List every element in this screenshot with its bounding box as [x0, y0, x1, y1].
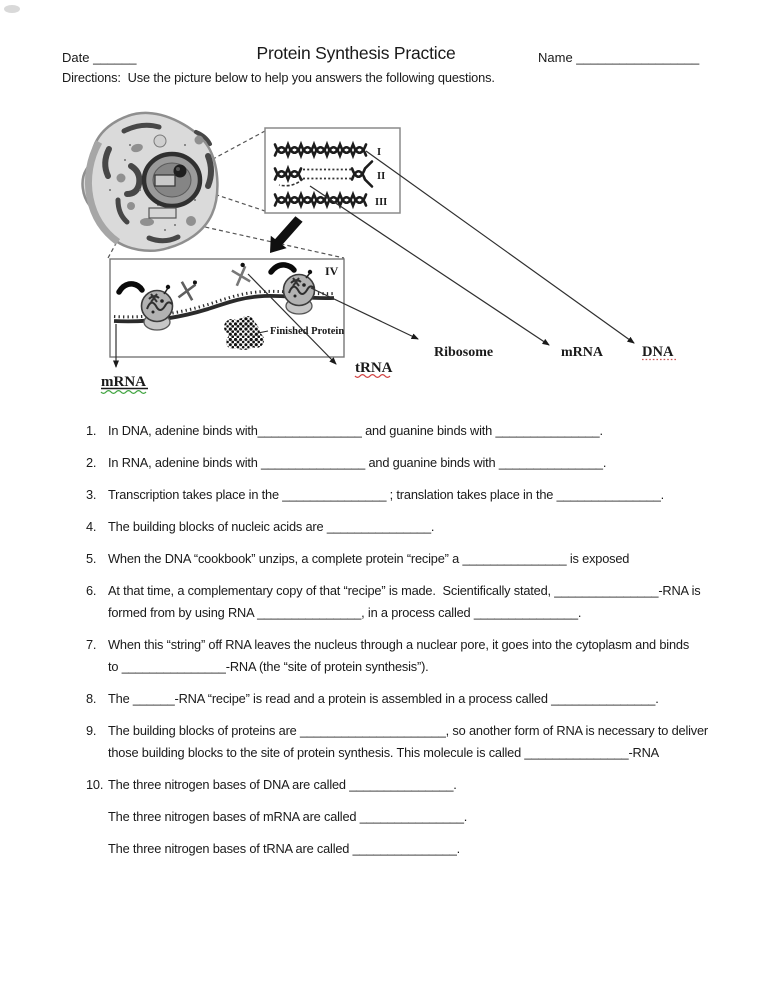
question-text-line: The building blocks of proteins are _____________________, so another form of RNA is necessary to deliver: [108, 723, 709, 738]
page-title: Protein Synthesis Practice: [256, 43, 456, 63]
cell-illustration: [83, 113, 218, 251]
question-row-1: [86, 420, 746, 442]
date-blank-line: ______: [93, 50, 137, 65]
dna-arrow: [366, 151, 634, 343]
ribosome-label: Ribosome: [434, 345, 494, 360]
name-label: Name: [538, 50, 577, 65]
question-row-10: [86, 774, 746, 796]
date-label: Date: [62, 50, 94, 65]
question-number: 10.: [86, 777, 104, 792]
mrna-bottom-label: mRNA: [101, 374, 146, 390]
question-text-line: At that time, a complementary copy of that “recipe” is made. Scientifically stated, _______________-RNA is: [108, 583, 701, 598]
protein-synthesis-diagram: [0, 0, 768, 405]
mrna-right-label: mRNA: [561, 345, 603, 360]
inset-label-two: II: [377, 171, 386, 182]
question-number: 4.: [86, 519, 97, 534]
translation-box: [110, 259, 344, 357]
question-row-2: [86, 452, 746, 474]
spellcheck-wavy-red: [355, 375, 390, 378]
question-number: 2.: [86, 455, 97, 470]
inset-label-four: IV: [325, 264, 339, 278]
directions-text: Directions: Use the picture below to help you answers the following questions.: [62, 70, 495, 85]
cytoplasm-zoom-region: [149, 208, 176, 218]
question-number: [86, 806, 108, 828]
question-text-line: Transcription takes place in the _______________ ; translation takes place in the _______________.: [108, 487, 665, 502]
question-row-5: [86, 548, 746, 570]
spellcheck-wavy-green: [101, 391, 146, 394]
question-row-10c: [86, 838, 746, 860]
inset-label-three: III: [375, 197, 388, 208]
dna-label: DNA: [642, 344, 674, 360]
question-list: [86, 420, 746, 870]
question-text-line: to _______________-RNA (the “site of protein synthesis”).: [108, 659, 429, 674]
name-blank-line: _________________: [576, 50, 700, 65]
question-number: 7.: [86, 637, 97, 652]
question-number: 5.: [86, 551, 97, 566]
inset-label-one: I: [377, 147, 382, 158]
question-row-9: [86, 720, 746, 764]
question-number: [86, 838, 108, 860]
question-row-3: [86, 484, 746, 506]
question-text-line: In RNA, adenine binds with _______________ and guanine binds with _______________.: [108, 455, 607, 470]
question-row-10b: [86, 806, 746, 828]
question-row-8: [86, 688, 746, 710]
question-row-7: [86, 634, 746, 678]
question-text-line: The building blocks of nucleic acids are _______________.: [108, 519, 435, 534]
question-number: 8.: [86, 691, 97, 706]
finished-protein-label: Finished Protein: [270, 326, 345, 337]
question-text-line: When the DNA “cookbook” unzips, a complete protein “recipe” a _______________ is exposed: [108, 551, 630, 566]
trna-label: tRNA: [355, 360, 393, 376]
question-number: 3.: [86, 487, 97, 502]
question-text-line: The three nitrogen bases of mRNA are called _______________.: [108, 809, 468, 824]
question-row-4: [86, 516, 746, 538]
question-text-line: When this “string” off RNA leaves the nucleus through a nuclear pore, it goes into the cytoplasm and binds: [108, 637, 690, 652]
question-text-line: The ______-RNA “recipe” is read and a protein is assembled in a process called _______________.: [108, 691, 659, 706]
question-text-line: formed from by using RNA _______________, in a process called _______________.: [108, 605, 582, 620]
dna-zoom-region: [155, 175, 175, 186]
mrna-right-arrow: [310, 186, 549, 345]
nucleus: [144, 154, 200, 206]
question-row-6: [86, 580, 746, 624]
question-text-line: The three nitrogen bases of DNA are called _______________.: [108, 777, 457, 792]
question-text-line: In DNA, adenine binds with_______________ and guanine binds with _______________.: [108, 423, 603, 438]
question-text-line: The three nitrogen bases of tRNA are called _______________.: [108, 841, 461, 856]
question-number: 1.: [86, 423, 97, 438]
question-number: 6.: [86, 583, 97, 598]
question-text-line: those building blocks to the site of protein synthesis. This molecule is called _______________-RNA: [108, 745, 660, 760]
question-number: 9.: [86, 723, 97, 738]
